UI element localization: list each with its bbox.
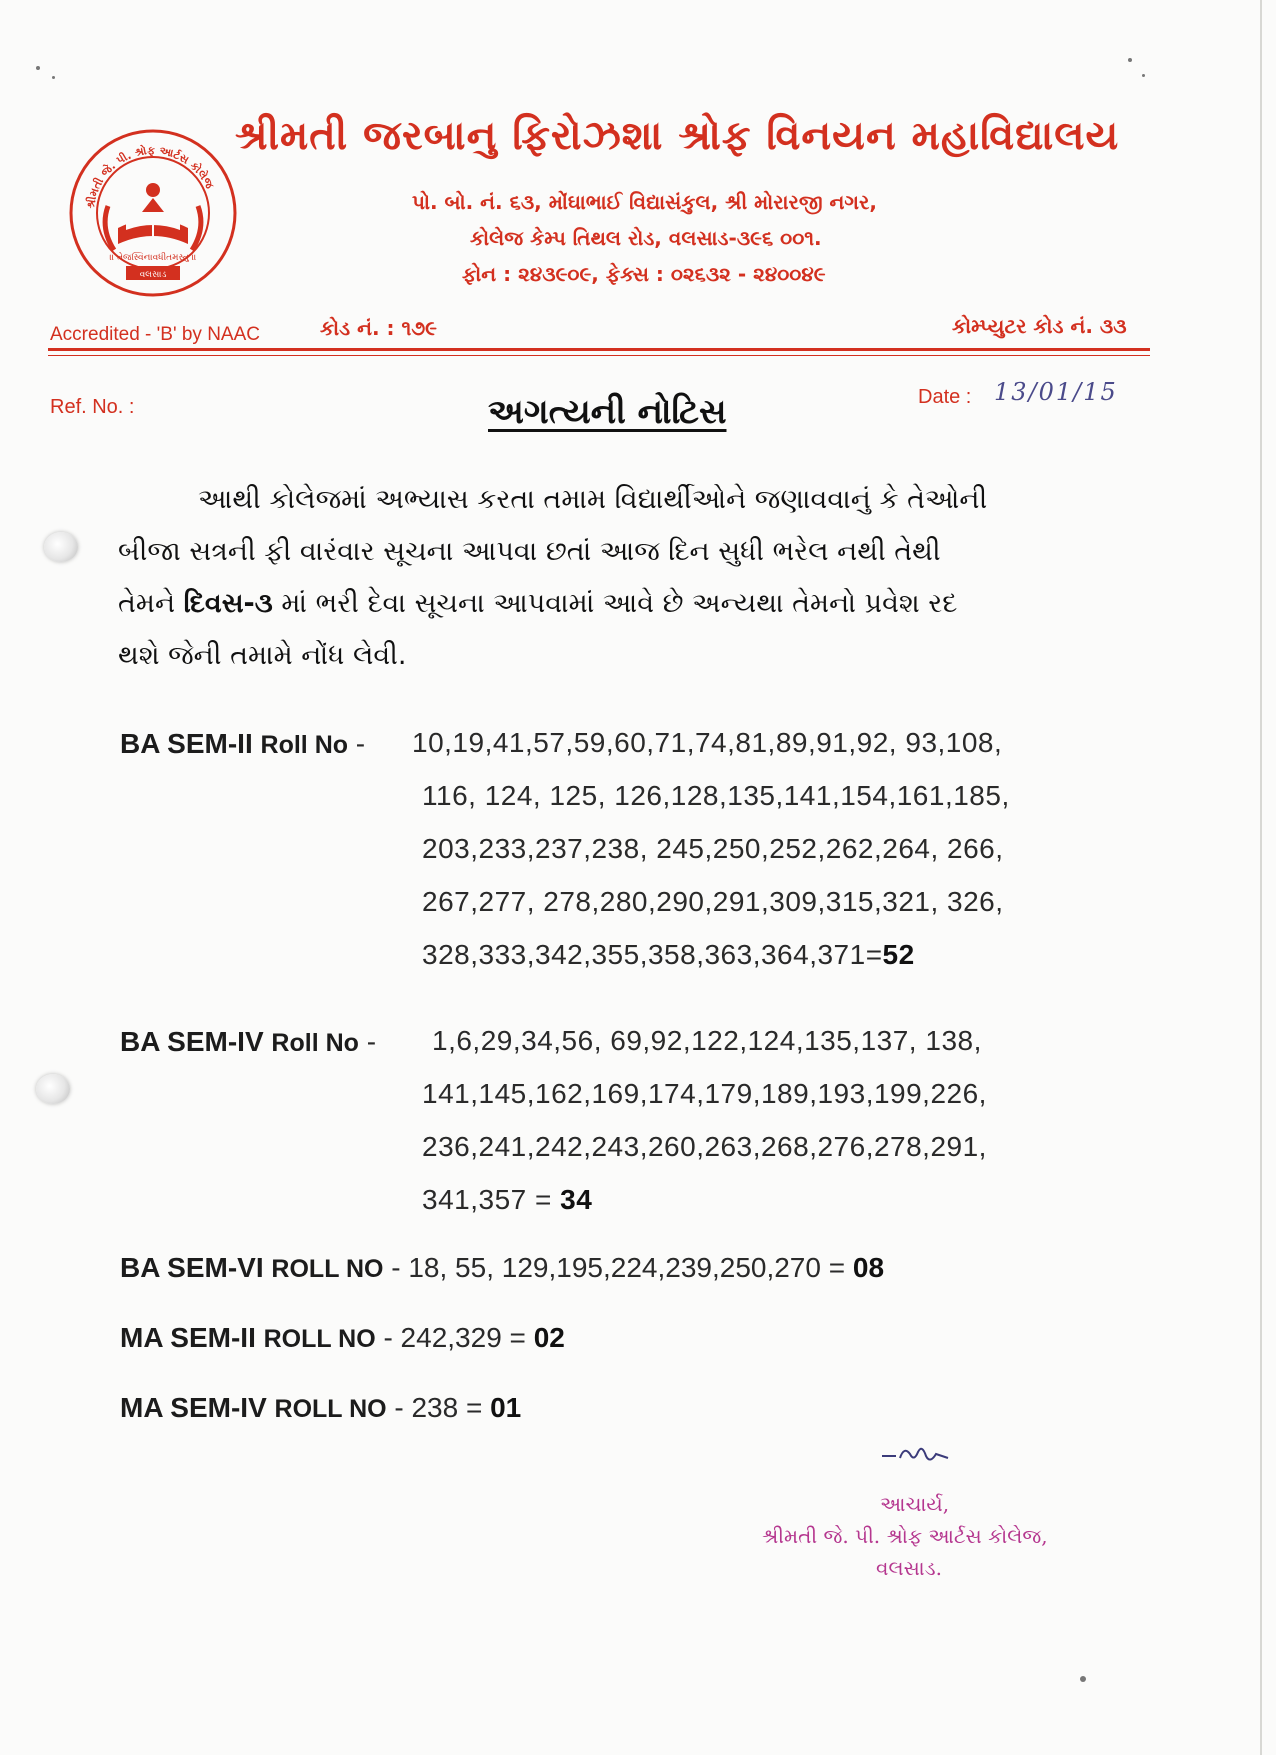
- roll-list-ba-sem-ii: [412, 716, 1132, 981]
- header-rule-thin: [48, 355, 1150, 356]
- total-count: 34: [560, 1184, 593, 1215]
- total-count: 02: [533, 1322, 565, 1353]
- seal-motto: ॥ તેજસ્વિનાવધીતમસ્તુ ॥: [109, 253, 197, 263]
- total-count: 52: [882, 939, 915, 970]
- seal-city: વલસાડ: [139, 270, 167, 280]
- section-label-ma-sem-iv: MA SEM-IV ROLL NO - 238 = 01: [120, 1392, 522, 1423]
- notice-line-2: બીજા સત્રની ફી વારંવાર સૂચના આપવા છતાં આજ દિન સુધી ભરેલ નથી તેથી: [118, 536, 941, 567]
- seal-top-text: શ્રીમતી જે. પી. શ્રોફ આર્ટસ કોલેજ: [83, 143, 217, 210]
- address-line-1: પો. બો. નં. ૬૩, મોંઘાભાઈ વિદ્યાસંકુલ, શ્રી મોરારજી નગર,: [412, 190, 877, 214]
- roll-list-ma-sem-iv: - 238 =: [386, 1392, 491, 1423]
- paper-speck: [1080, 1676, 1086, 1682]
- page-edge: [1260, 0, 1262, 1755]
- punch-hole-bottom: [36, 1074, 70, 1104]
- roll-line: 236,241,242,243,260,263,268,276,278,291,: [422, 1131, 987, 1162]
- accreditation-text: Accredited - 'B' by NAAC: [50, 324, 260, 345]
- stamp-institution: શ્રીમતી જે. પી. શ્રોફ આર્ટસ કોલેજ,: [762, 1524, 1048, 1548]
- roll-line: 1,6,29,34,56, 69,92,122,124,135,137, 138,: [432, 1025, 982, 1056]
- computer-code: કોમ્પ્યુટર કોડ નં. ૩૩: [952, 314, 1127, 338]
- section-label-ba-sem-iv: BA SEM-IV Roll No -: [120, 1026, 377, 1057]
- notice-line-1: આથી કોલેજમાં અભ્યાસ કરતા તમામ વિદ્યાર્થીઓને જણાવવાનું કે તેઓની: [198, 484, 988, 515]
- roll-list-ba-sem-iv: [422, 1014, 1152, 1226]
- roll-line: 341,357 = 34: [422, 1184, 593, 1215]
- notice-body: [118, 474, 1118, 682]
- roll-line: 116, 124, 125, 126,128,135,141,154,161,185,: [422, 780, 1010, 811]
- section-label-ma-sem-ii: MA SEM-II ROLL NO - 242,329 = 02: [120, 1322, 565, 1353]
- paper-speck: [1142, 74, 1145, 77]
- header-rule: [48, 348, 1150, 351]
- stamp-title: આચાર્ય,: [880, 1492, 950, 1516]
- total-count: 08: [852, 1252, 885, 1283]
- phone-fax-line: ફોન : ૨૪૩૯૦૯, ફેક્સ : ૦૨૬૩૨ - ૨૪૦૦૪૯: [462, 262, 826, 286]
- date-value: 13/01/15: [994, 378, 1118, 406]
- roll-list-ba-sem-vi: - 18, 55, 129,195,224,239,250,270 =: [383, 1252, 853, 1283]
- address-line-2: કોલેજ કેમ્પ તિથલ રોડ, વલસાડ-૩૯૬ ૦૦૧.: [470, 226, 822, 250]
- college-code: કોડ નં. : ૧૭૯: [320, 316, 438, 340]
- principal-signature: [878, 1440, 958, 1470]
- total-count: 01: [490, 1392, 522, 1423]
- notice-line-3: તેમને દિવસ-૩ માં ભરી દેવા સૂચના આપવામાં આવે છે અન્યથા તેમનો પ્રવેશ રદ: [118, 588, 958, 619]
- section-label-ba-sem-ii: BA SEM-II Roll No -: [120, 728, 366, 759]
- notice-line-4: થશે જેની તમામે નોંધ લેવી.: [118, 640, 407, 671]
- notice-title: અગત્યની નોટિસ: [488, 392, 727, 432]
- paper-speck: [1128, 58, 1132, 62]
- roll-line: 141,145,162,169,174,179,189,193,199,226,: [422, 1078, 987, 1109]
- stamp-city: વલસાડ.: [876, 1556, 943, 1580]
- ref-no-label: Ref. No. :: [50, 396, 135, 418]
- roll-line: 267,277, 278,280,290,291,309,315,321, 326,: [422, 886, 1004, 917]
- section-label-ba-sem-vi: BA SEM-VI ROLL NO - 18, 55, 129,195,224,239,250,270 = 08: [120, 1252, 885, 1283]
- college-seal-logo: [68, 128, 238, 298]
- roll-list-ma-sem-ii: - 242,329 =: [375, 1322, 534, 1353]
- roll-line: 203,233,237,238, 245,250,252,262,264, 266,: [422, 833, 1004, 864]
- college-name: શ્રીમતી જરબાનુ ફિરોઝશા શ્રોફ વિનયન મહાવિદ્યાલય: [235, 112, 1120, 159]
- roll-line: 10,19,41,57,59,60,71,74,81,89,91,92, 93,108,: [412, 727, 1003, 758]
- paper-speck: [52, 76, 55, 79]
- paper-speck: [36, 66, 40, 70]
- date-label: Date :: [918, 386, 972, 408]
- roll-line: 328,333,342,355,358,363,364,371=52: [422, 939, 915, 970]
- punch-hole-top: [44, 532, 78, 562]
